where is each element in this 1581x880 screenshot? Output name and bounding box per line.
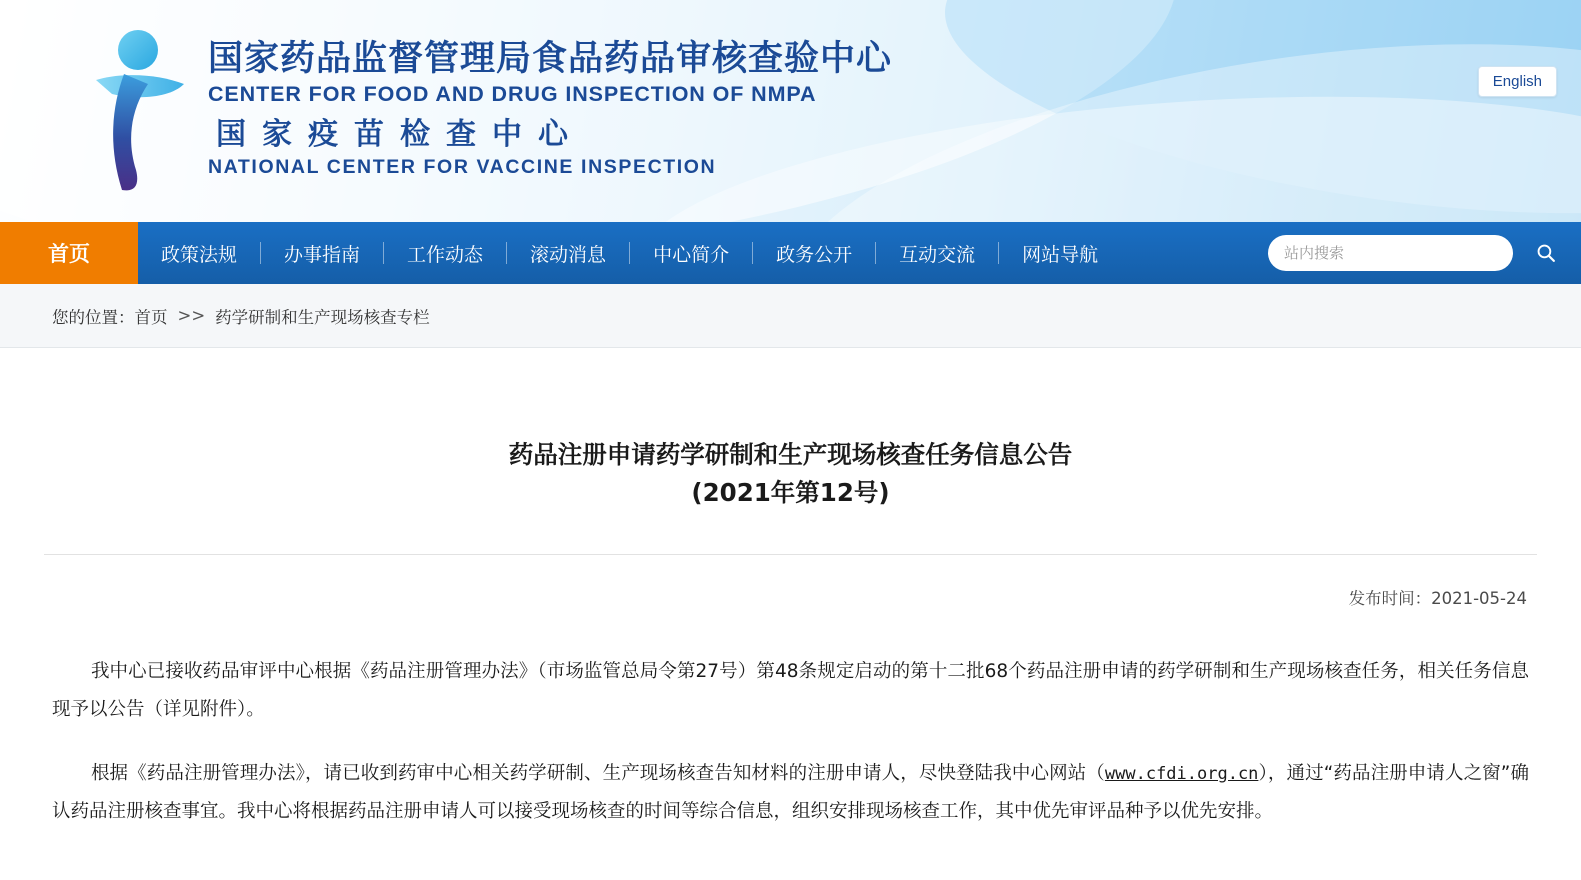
publish-time-label: 发布时间： bbox=[1348, 588, 1432, 608]
publish-time bbox=[44, 555, 1537, 609]
page-title bbox=[44, 348, 1537, 512]
article-paragraph-1 bbox=[44, 653, 1537, 729]
search-input[interactable] bbox=[1268, 235, 1513, 271]
nav-item-site-map[interactable]: 网站导航 bbox=[1022, 243, 1099, 266]
nav-item-government-affairs[interactable]: 政务公开 bbox=[776, 243, 853, 266]
article-paragraph-1-text: 我中心已接收药品审评中心根据《药品注册管理办法》（市场监管总局令第27号）第48条规定启动的第十二批68个药品注册申请的药学研制和生产现场核查任务，相关任务信息现予以公告（详见附件）。 bbox=[52, 660, 1529, 720]
logo-cn-title-secondary: 国家疫苗检查中心 bbox=[216, 116, 584, 152]
breadcrumb-prefix: 您的位置： bbox=[52, 307, 135, 327]
nav-item-guide[interactable]: 办事指南 bbox=[284, 243, 361, 266]
logo-en-title-primary: CENTER FOR FOOD AND DRUG INSPECTION OF NMPA bbox=[208, 82, 817, 106]
nav-item-home[interactable]: 首页 bbox=[0, 222, 138, 284]
breadcrumb bbox=[0, 284, 1581, 348]
site-header-banner bbox=[0, 0, 1581, 222]
article-paragraph-2 bbox=[44, 755, 1537, 831]
nav-item-rolling-news[interactable]: 滚动消息 bbox=[530, 243, 607, 266]
search-button[interactable] bbox=[1529, 236, 1563, 270]
breadcrumb-separator: >> bbox=[177, 306, 206, 325]
article-container bbox=[0, 348, 1581, 831]
main-navigation-bar bbox=[0, 222, 1581, 284]
article-paragraph-2-text-part2: ），通过“药品注册申请人之窗”确认药品注册核查事宜。我中心将根据药品注册申请人可以接受现场核查的时间等综合信息，组织安排现场核查工作，其中优先审评品种予以优先安排。 bbox=[52, 762, 1529, 822]
nav-item-list bbox=[138, 222, 1121, 284]
cfdi-logo-icon bbox=[78, 28, 198, 196]
article-title-line-1: 药品注册申请药学研制和生产现场核查任务信息公告 bbox=[508, 440, 1073, 469]
logo-en-title-secondary: NATIONAL CENTER FOR VACCINE INSPECTION bbox=[208, 155, 717, 178]
search-icon bbox=[1535, 239, 1557, 267]
site-logo-text bbox=[208, 39, 893, 178]
nav-item-about-center[interactable]: 中心简介 bbox=[653, 243, 730, 266]
article-title-line-2: (2021年第12号) bbox=[691, 477, 890, 507]
nav-item-work-updates[interactable]: 工作动态 bbox=[407, 243, 484, 266]
nav-item-policies[interactable]: 政策法规 bbox=[161, 243, 238, 266]
breadcrumb-link-home[interactable]: 首页 bbox=[134, 307, 168, 327]
english-language-button[interactable]: English bbox=[1478, 66, 1557, 97]
cfdi-website-link[interactable]: www.cfdi.org.cn bbox=[1104, 763, 1259, 784]
logo-cn-title-primary: 国家药品监督管理局食品药品审核查验中心 bbox=[208, 39, 893, 79]
publish-time-value: 2021-05-24 bbox=[1431, 588, 1527, 608]
article-paragraph-2-text-part1: 根据《药品注册管理办法》，请已收到药审中心相关药学研制、生产现场核查告知材料的注册申请人，尽快登陆我中心网站（ bbox=[90, 762, 1105, 784]
nav-item-interaction[interactable]: 互动交流 bbox=[899, 243, 976, 266]
breadcrumb-current: 药学研制和生产现场核查专栏 bbox=[215, 307, 430, 327]
nav-search-area bbox=[1268, 222, 1581, 284]
